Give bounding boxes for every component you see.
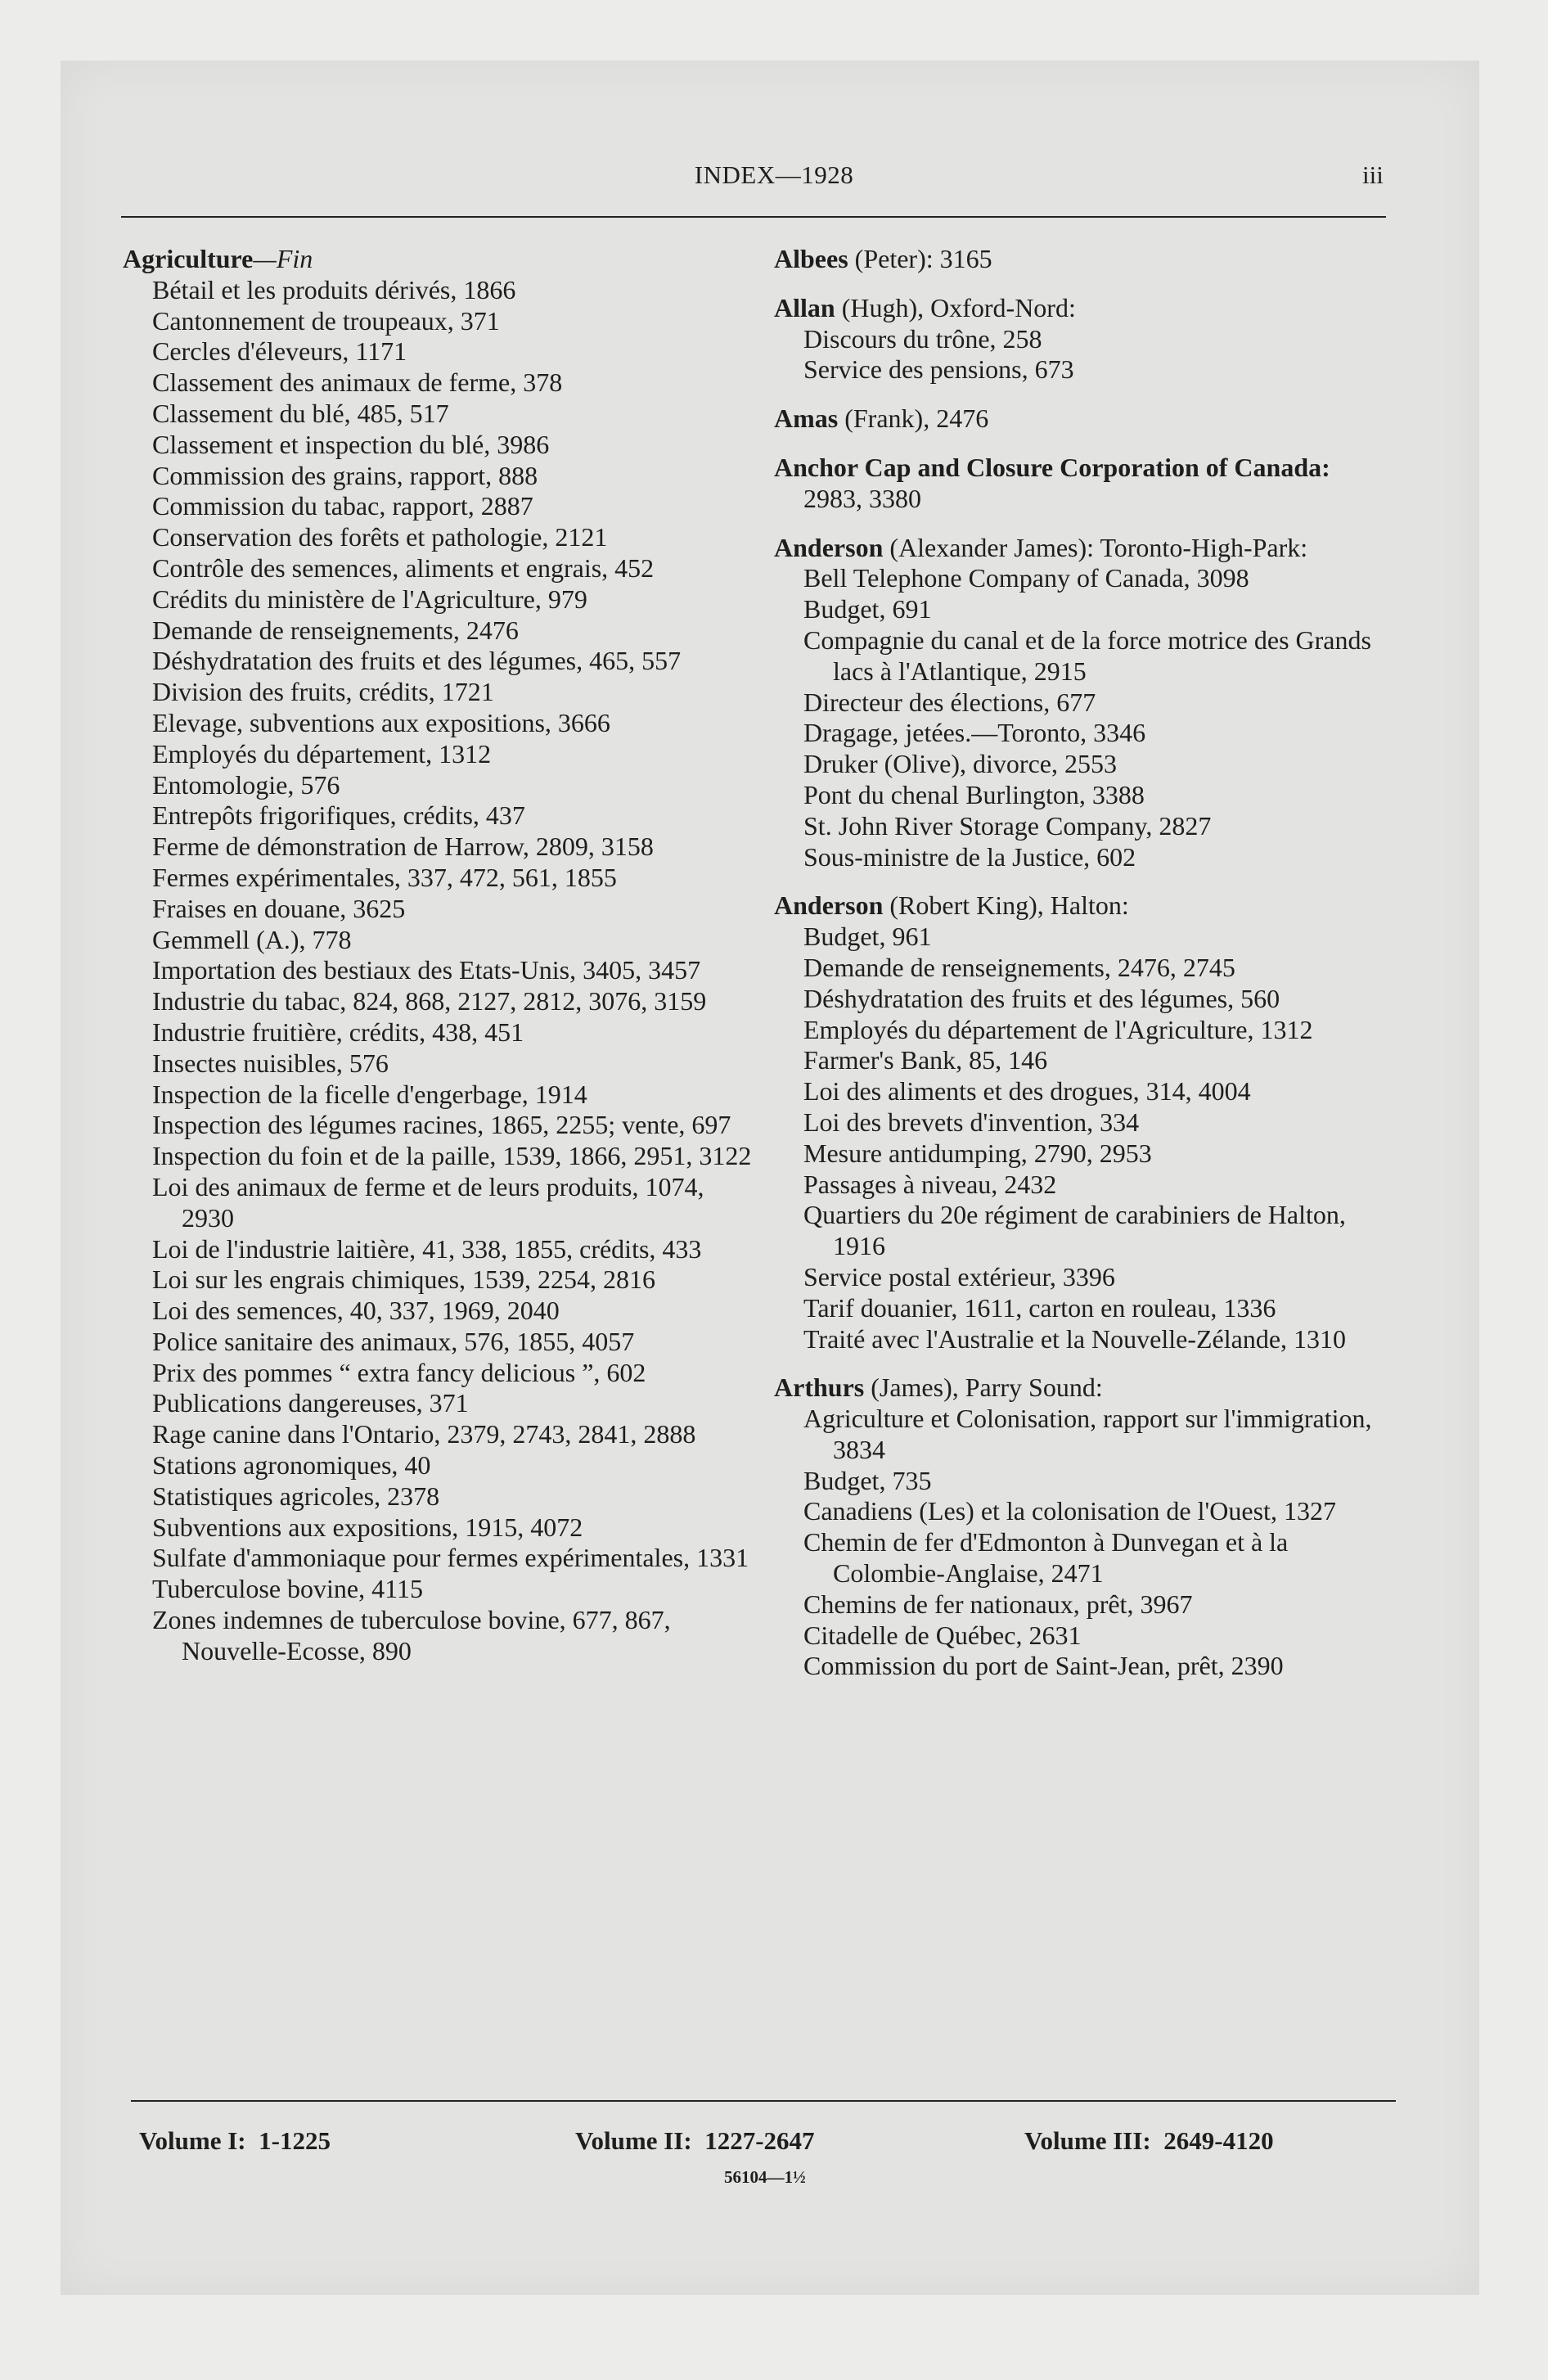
index-entry: Insectes nuisibles, 576 [152,1048,389,1078]
index-heading [774,533,1404,564]
heading-detail: (Robert King), Halton: [883,890,1129,921]
index-entry: Quartiers du 20e régiment de carabiniers de Halton, 1916 [803,1200,1346,1261]
index-entry: Commission des grains, rapport, 888 [152,460,538,490]
left-column [123,244,757,1667]
index-entry: St. John River Storage Company, 2827 [803,810,1212,841]
group-spacer [774,435,1404,453]
index-entry: Entomologie, 576 [152,769,340,800]
index-entry: Budget, 735 [803,1465,932,1495]
volume-label: Volume I: [139,2126,246,2155]
index-entry: Chemins de fer nationaux, prêt, 3967 [803,1589,1193,1619]
index-entry: Crédits du ministère de l'Agriculture, 979 [152,584,587,614]
index-entry: Loi des brevets d'invention, 334 [803,1107,1140,1137]
heading-name: Anderson [774,532,884,562]
right-column [774,244,1404,1682]
index-entry: Loi des animaux de ferme et de leurs produits, 1074, 2930 [152,1171,704,1233]
index-entry: Classement du blé, 485, 517 [152,398,449,428]
index-entry: Classement et inspection du blé, 3986 [152,429,550,459]
index-entry: Compagnie du canal et de la force motrice des Grands lacs à l'Atlantique, 2915 [803,624,1371,686]
volume-range: 1-1225 [259,2126,331,2155]
group-spacer [774,1355,1404,1373]
page-number: iii [1362,160,1384,189]
index-entry: Stations agronomiques, 40 [152,1450,431,1481]
heading-detail: (Peter): 3165 [848,244,992,273]
index-entry: Publications dangereuses, 371 [152,1388,469,1418]
group-spacer [774,872,1404,890]
index-heading [774,293,1404,324]
index-entry: Zones indemnes de tuberculose bovine, 677, 867, Nouvelle-Ecosse, 890 [152,1605,671,1666]
index-entry: Prix des pommes “ extra fancy delicious ”, 602 [152,1357,646,1387]
index-entry: Tuberculose bovine, 4115 [152,1574,423,1604]
index-entry: Traité avec l'Australie et la Nouvelle-Zélande, 1310 [803,1323,1347,1354]
index-entry: Déshydratation des fruits et des légumes, 465, 557 [152,646,682,676]
index-entry: Classement des animaux de ferme, 378 [152,367,563,398]
index-entry: Loi de l'industrie laitière, 41, 338, 1855, crédits, 433 [152,1233,702,1264]
footer-rule [131,2100,1396,2102]
index-entry: Employés du département de l'Agriculture, 1312 [803,1014,1313,1044]
index-entry: Loi des semences, 40, 337, 1969, 2040 [152,1296,560,1326]
footer-volume-2 [575,2126,815,2156]
index-entry: Pont du chenal Burlington, 3388 [803,779,1145,809]
index-entry: Bétail et les produits dérivés, 1866 [152,274,516,304]
index-entry: Subventions aux expositions, 1915, 4072 [152,1512,583,1542]
index-entry: Déshydratation des fruits et des légumes, 560 [803,983,1280,1013]
heading-name: Allan [774,292,835,322]
index-heading [774,403,1404,435]
index-entry: Statistiques agricoles, 2378 [152,1481,440,1511]
index-entry: Inspection des légumes racines, 1865, 2255; vente, 697 [152,1110,731,1140]
index-entry: Cercles d'éleveurs, 1171 [152,336,407,367]
index-entry: Farmer's Bank, 85, 146 [803,1045,1048,1075]
heading-name: Anchor Cap and Closure Corporation of Canada: [774,452,1330,482]
index-entry: Police sanitaire des animaux, 576, 1855, 4057 [152,1326,635,1356]
index-entry: Canadiens (Les) et la colonisation de l'Ouest, 1327 [803,1496,1336,1526]
heading-name: Anderson [774,890,884,921]
heading-detail: (Frank), 2476 [838,403,989,434]
index-entry: Rage canine dans l'Ontario, 2379, 2743, 2841, 2888 [152,1419,696,1449]
index-entry: Passages à niveau, 2432 [803,1169,1057,1199]
index-entry: Loi des aliments et des drogues, 314, 4004 [803,1076,1251,1107]
index-entry: Citadelle de Québec, 2631 [803,1620,1082,1650]
index-entry: Gemmell (A.), 778 [152,924,352,954]
group-spacer [774,275,1404,293]
index-entry: Inspection du foin et de la paille, 1539, 1866, 2951, 3122 [152,1141,752,1171]
footer-volume-3 [1024,2126,1274,2156]
index-entry: Demande de renseignements, 2476 [152,615,519,645]
index-entry: Mesure antidumping, 2790, 2953 [803,1138,1152,1168]
index-entry: Budget, 961 [803,922,932,952]
index-entry: Contrôle des semences, aliments et engrais, 452 [152,552,655,583]
index-entry: Industrie du tabac, 824, 868, 2127, 2812, 3076, 3159 [152,986,707,1016]
footer-volume-1 [139,2126,331,2156]
group-spacer [774,385,1404,403]
running-title: INDEX—1928 [694,160,854,189]
index-heading [774,1373,1404,1404]
index-entry: Budget, 691 [803,594,932,624]
index-entry: Fraises en douane, 3625 [152,893,406,923]
index-entry: Sulfate d'ammoniaque pour fermes expérimentales, 1331 [152,1543,749,1573]
index-heading [774,244,1404,275]
volume-label: Volume II: [575,2126,692,2155]
index-entry: Inspection de la ficelle d'engerbage, 1914 [152,1079,587,1109]
index-entry: Chemin de fer d'Edmonton à Dunvegan et à la Colombie-Anglaise, 2471 [803,1527,1289,1589]
index-entry: Ferme de démonstration de Harrow, 2809, 3158 [152,832,654,862]
print-code: 56104—1½ [724,2167,806,2187]
index-entry: Elevage, subventions aux expositions, 3666 [152,707,610,737]
volume-label: Volume III: [1024,2126,1151,2155]
index-entry: Demande de renseignements, 2476, 2745 [803,952,1235,982]
heading-detail: (James), Parry Sound: [864,1373,1103,1403]
heading-name: Arthurs [774,1373,865,1403]
index-heading [774,890,1404,922]
index-heading [123,244,757,275]
heading-detail: (Hugh), Oxford-Nord: [835,292,1076,322]
index-entry: Druker (Olive), divorce, 2553 [803,749,1117,779]
entry-list [123,275,757,1667]
index-entry: 2983, 3380 [803,483,921,513]
heading-name: Amas [774,403,839,434]
index-entry: Service des pensions, 673 [803,354,1074,385]
index-entry: Dragage, jetées.—Toronto, 3346 [803,718,1146,748]
heading-detail: (Alexander James): Toronto-High-Park: [883,532,1308,562]
group-spacer [774,515,1404,533]
group-list [774,244,1404,1682]
index-entry: Directeur des élections, 677 [803,687,1096,717]
index-entry: Tarif douanier, 1611, carton en rouleau, 1336 [803,1292,1276,1323]
volume-range: 1227-2647 [704,2126,815,2155]
index-entry: Entrepôts frigorifiques, crédits, 437 [152,800,525,831]
index-entry: Division des fruits, crédits, 1721 [152,677,494,707]
heading-name: Albees [774,244,848,273]
heading-name: Agriculture [123,244,254,273]
index-entry: Sous-ministre de la Justice, 602 [803,841,1136,872]
header-rule [121,216,1386,218]
index-entry: Importation des bestiaux des Etats-Unis, 3405, 3457 [152,955,701,985]
index-entry: Bell Telephone Company of Canada, 3098 [803,563,1249,593]
index-heading [774,453,1404,484]
index-entry: Industrie fruitière, crédits, 438, 451 [152,1016,524,1047]
index-entry: Loi sur les engrais chimiques, 1539, 2254, 2816 [152,1264,656,1295]
index-entry: Commission du tabac, rapport, 2887 [152,491,533,521]
index-entry: Discours du trône, 258 [803,323,1042,354]
index-entry: Cantonnement de troupeaux, 371 [152,305,500,336]
heading-suffix: —Fin [253,244,313,273]
index-entry: Agriculture et Colonisation, rapport sur l'immigration, 3834 [803,1404,1372,1464]
index-entry: Commission du port de Saint-Jean, prêt, 2390 [803,1651,1284,1681]
index-entry: Conservation des forêts et pathologie, 2121 [152,522,608,552]
index-entry: Fermes expérimentales, 337, 472, 561, 1855 [152,862,617,892]
index-entry: Employés du département, 1312 [152,738,492,769]
volume-range: 2649-4120 [1163,2126,1274,2155]
index-entry: Service postal extérieur, 3396 [803,1261,1115,1291]
